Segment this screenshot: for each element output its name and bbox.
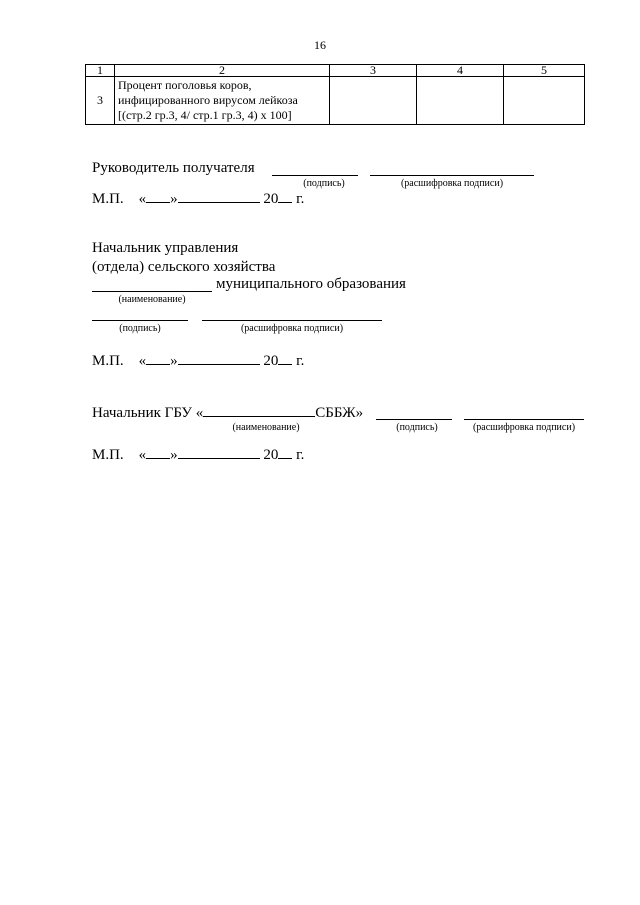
row-description-cell (115, 77, 330, 125)
year-prefix: 20 (263, 191, 279, 207)
header-cell-3: 3 (330, 65, 417, 77)
quote-close: » (170, 447, 178, 463)
year-blank (278, 446, 292, 459)
stamp-mark: М.П. (92, 447, 124, 463)
quote-close: » (170, 353, 178, 369)
year-prefix: 20 (263, 447, 279, 463)
row-cell-4 (417, 77, 504, 125)
quote-open: « (138, 191, 147, 207)
quote-close: » (170, 191, 178, 207)
recipient-head-title: Руководитель получателя (92, 160, 255, 176)
day-blank (146, 352, 170, 365)
description-line: Процент поголовья коров, (118, 78, 252, 92)
month-blank (178, 190, 260, 203)
day-blank (146, 446, 170, 459)
department-head-line2: (отдела) сельского хозяйства (92, 259, 276, 275)
signature-line (272, 175, 358, 176)
row-number-cell: 3 (86, 77, 115, 125)
quote-open: « (138, 353, 147, 369)
signature-line (376, 419, 452, 420)
signature-decode-line (202, 320, 382, 321)
row-cell-5 (504, 77, 585, 125)
signature-caption: (подпись) (396, 422, 438, 433)
description-line: [(стр.2 гр.3, 4/ стр.1 гр.3, 4) х 100] (118, 108, 292, 122)
month-blank (178, 446, 260, 459)
signature-decode-caption: (расшифровка подписи) (472, 422, 576, 433)
stamp-date-line (92, 352, 304, 370)
gbu-name-blank (203, 404, 315, 417)
stamp-date-line (92, 446, 304, 464)
year-suffix: г. (296, 191, 305, 207)
gbu-suffix: СББЖ» (315, 405, 364, 421)
table-header-row (86, 65, 585, 77)
signature-decode-line (370, 175, 534, 176)
page-number: 16 (314, 38, 326, 52)
day-blank (146, 190, 170, 203)
stamp-mark: М.П. (92, 353, 124, 369)
signature-decode-caption: (расшифровка подписи) (400, 178, 504, 189)
statistics-table (85, 64, 585, 125)
signature-caption: (подпись) (119, 323, 161, 334)
stamp-date-line (92, 190, 304, 208)
gbu-name-caption: (наименование) (232, 422, 300, 433)
gbu-head-line (92, 404, 363, 422)
header-cell-5: 5 (504, 65, 585, 77)
year-prefix: 20 (263, 353, 279, 369)
month-blank (178, 352, 260, 365)
stamp-mark: М.П. (92, 191, 124, 207)
year-blank (278, 352, 292, 365)
table-row (86, 77, 585, 125)
quote-open: « (138, 447, 147, 463)
header-cell-2: 2 (115, 65, 330, 77)
year-suffix: г. (296, 447, 305, 463)
year-blank (278, 190, 292, 203)
department-head-line3: муниципального образования (216, 276, 406, 292)
signature-decode-caption: (расшифровка подписи) (240, 323, 344, 334)
year-suffix: г. (296, 353, 305, 369)
header-cell-1: 1 (86, 65, 115, 77)
description-line: инфицированного вирусом лейкоза (118, 93, 298, 107)
signature-caption: (подпись) (303, 178, 345, 189)
name-line (92, 291, 212, 292)
signature-line (92, 320, 188, 321)
signature-decode-line (464, 419, 584, 420)
gbu-prefix: Начальник ГБУ « (92, 405, 204, 421)
row-cell-3 (330, 77, 417, 125)
department-head-line1: Начальник управления (92, 240, 239, 256)
header-cell-4: 4 (417, 65, 504, 77)
name-caption: (наименование) (118, 294, 186, 305)
